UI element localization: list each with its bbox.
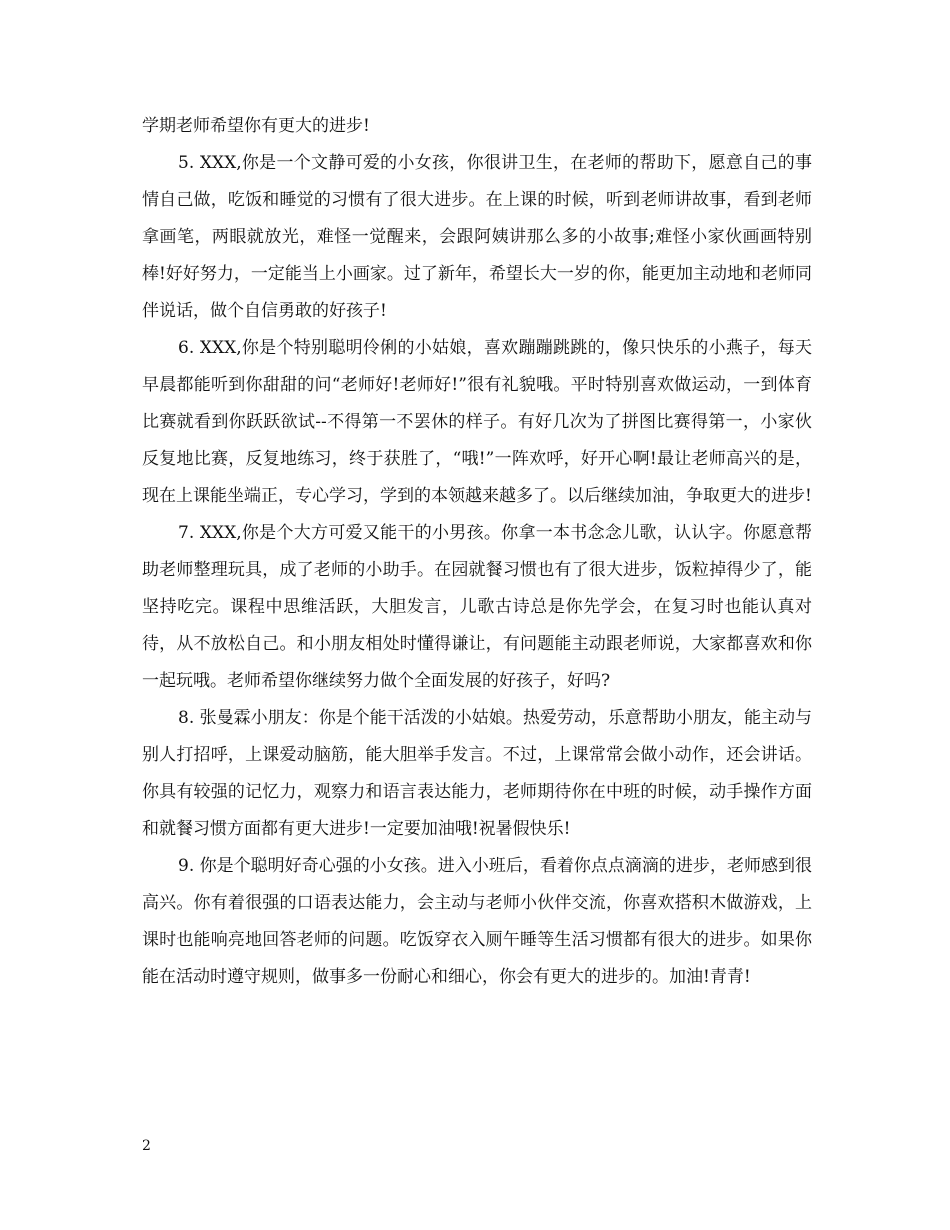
page-number: 2 xyxy=(142,1138,151,1154)
paragraph-8: 8. 张曼霖小朋友：你是个能干活泼的小姑娘。热爱劳动，乐意帮助小朋友，能主动与别人打招呼，上课爱动脑筋，能大胆举手发言。不过，上课常常会做小动作，还会讲话。你具有较强的记忆力，观察力和语言表达能力，老师期待你在中班的时候，动手操作方面和就餐习惯方面都有更大进步!一定要加油哦!祝暑假快乐! xyxy=(142,708,812,839)
body-text xyxy=(142,108,812,996)
paragraph-continuation: 学期老师希望你有更大的进步! xyxy=(142,116,370,136)
paragraph-5: 5. XXX,你是一个文静可爱的小女孩，你很讲卫生，在老师的帮助下，愿意自己的事情自己做，吃饭和睡觉的习惯有了很大进步。在上课的时候，听到老师讲故事，看到老师拿画笔，两眼就放光，难怪一觉醒来，会跟阿姨讲那么多的小故事;难怪小家伙画画特别棒!好好努力，一定能当上小画家。过了新年，希望长大一岁的你，能更加主动地和老师同伴说话，做个自信勇敢的好孩子! xyxy=(142,153,812,321)
paragraph-6: 6. XXX,你是个特别聪明伶俐的小姑娘，喜欢蹦蹦跳跳的，像只快乐的小燕子，每天早晨都能听到你甜甜的问“老师好!老师好!”很有礼貌哦。平时特别喜欢做运动，一到体育比赛就看到你跃跃欲试--不得第一不罢休的样子。有好几次为了拼图比赛得第一，小家伙反复地比赛，反复地练习，终于获胜了，“哦!”一阵欢呼，好开心啊!最让老师高兴的是，现在上课能坐端正，专心学习，学到的本领越来越多了。以后继续加油，争取更大的进步! xyxy=(142,338,812,506)
paragraph-7: 7. XXX,你是个大方可爱又能干的小男孩。你拿一本书念念儿歌，认认字。你愿意帮助老师整理玩具，成了老师的小助手。在园就餐习惯也有了很大进步，饭粒掉得少了，能坚持吃完。课程中思维活跃，大胆发言，儿歌古诗总是你先学会，在复习时也能认真对待，从不放松自己。和小朋友相处时懂得谦让，有问题能主动跟老师说，大家都喜欢和你一起玩哦。老师希望你继续努力做个全面发展的好孩子，好吗? xyxy=(142,523,812,691)
paragraph-9: 9. 你是个聪明好奇心强的小女孩。进入小班后，看着你点点滴滴的进步，老师感到很高兴。你有着很强的口语表达能力，会主动与老师小伙伴交流，你喜欢搭积木做游戏，上课时也能响亮地回答老师的问题。吃饭穿衣入厕午睡等生活习惯都有很大的进步。如果你能在活动时遵守规则，做事多一份耐心和细心，你会有更大的进步的。加油!青青! xyxy=(142,856,812,987)
